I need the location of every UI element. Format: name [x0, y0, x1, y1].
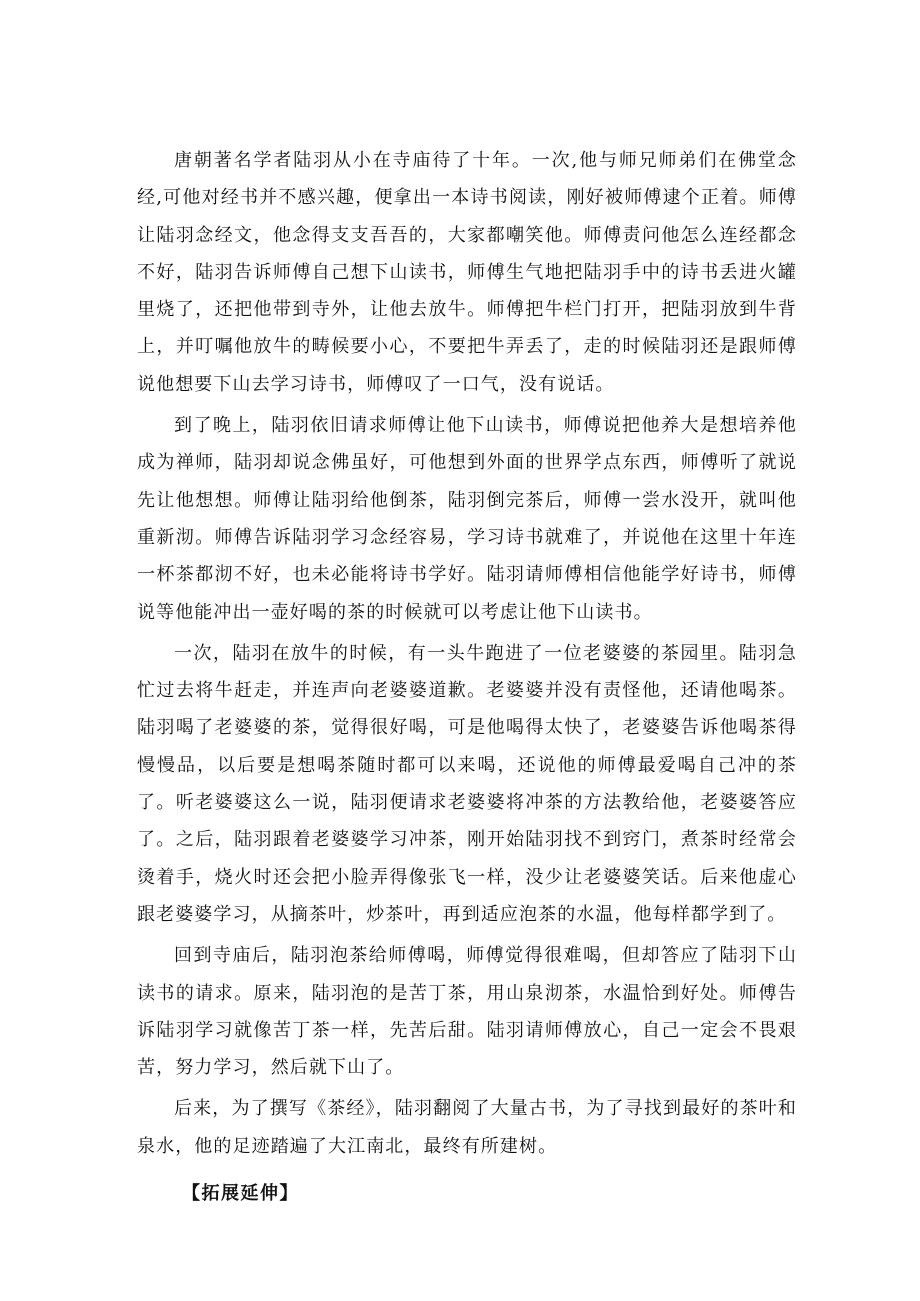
document-page — [137, 142, 797, 1212]
story-paragraph-4: 回到寺庙后，陆羽泡茶给师傅喝，师傅觉得很难喝，但却答应了陆羽下山读书的请求。原来，陆羽泡的是苦丁茶，用山泉沏茶，水温恰到好处。师傅告诉陆羽学习就像苦丁茶一样，先苦后甜。陆羽请师傅放心，自己一定会不畏艰苦，努力学习，然后就下山了。 — [137, 945, 797, 1079]
story-paragraph-5: 后来，为了撰写《茶经》，陆羽翻阅了大量古书，为了寻找到最好的茶叶和泉水，他的足迹踏遍了大江南北，最终有所建树。 — [137, 1098, 797, 1157]
story-paragraph-3: 一次，陆羽在放牛的时候，有一头牛跑进了一位老婆婆的茶园里。陆羽急忙过去将牛赶走，并连声向老婆婆道歉。老婆婆并没有责怪他，还请他喝茶。陆羽喝了老婆婆的茶，觉得很好喝，可是他喝得太快了，老婆婆告诉他喝茶得慢慢品，以后要是想喝茶随时都可以来喝，还说他的师傅最爱喝自己冲的茶了。听老婆婆这么一说，陆羽便请求老婆婆将冲茶的方法教给他，老婆婆答应了。之后，陆羽跟着老婆婆学习冲茶，刚开始陆羽找不到窍门，煮茶时经常会烫着手，烧火时还会把小脸弄得像张飞一样，没少让老婆婆笑话。后来他虚心跟老婆婆学习，从摘茶叶，炒茶叶，再到适应泡茶的水温，他每样都学到了。 — [137, 642, 797, 925]
extension-section-heading: 【拓展延伸】 — [182, 1183, 299, 1205]
story-paragraph-2: 到了晚上，陆羽依旧请求师傅让他下山读书，师傅说把他养大是想培养他成为禅师，陆羽却说念佛虽好，可他想到外面的世界学点东西，师傅听了就说先让他想想。师傅让陆羽给他倒茶，陆羽倒完茶后，师傅一尝水没开，就叫他重新沏。师傅告诉陆羽学习念经容易，学习诗书就难了，并说他在这里十年连一杯茶都沏不好，也未必能将诗书学好。陆羽请师傅相信他能学好诗书，师傅说等他能冲出一壶好喝的茶的时候就可以考虑让他下山读书。 — [137, 415, 797, 623]
story-paragraph-1: 唐朝著名学者陆羽从小在寺庙待了十年。一次,他与师兄师弟们在佛堂念经,可他对经书并不感兴趣，便拿出一本诗书阅读，刚好被师傅逮个正着。师傅让陆羽念经文，他念得支支吾吾的，大家都嘲笑他。师傅责问他怎么连经都念不好，陆羽告诉师傅自己想下山读书，师傅生气地把陆羽手中的诗书丢进火罐里烧了，还把他带到寺外，让他去放牛。师傅把牛栏门打开，把陆羽放到牛背上，并叮嘱他放牛的畴候要小心，不要把牛弄丢了，走的时候陆羽还是跟师傅说他想要下山去学习诗书，师傅叹了一口气，没有说话。 — [137, 150, 797, 395]
